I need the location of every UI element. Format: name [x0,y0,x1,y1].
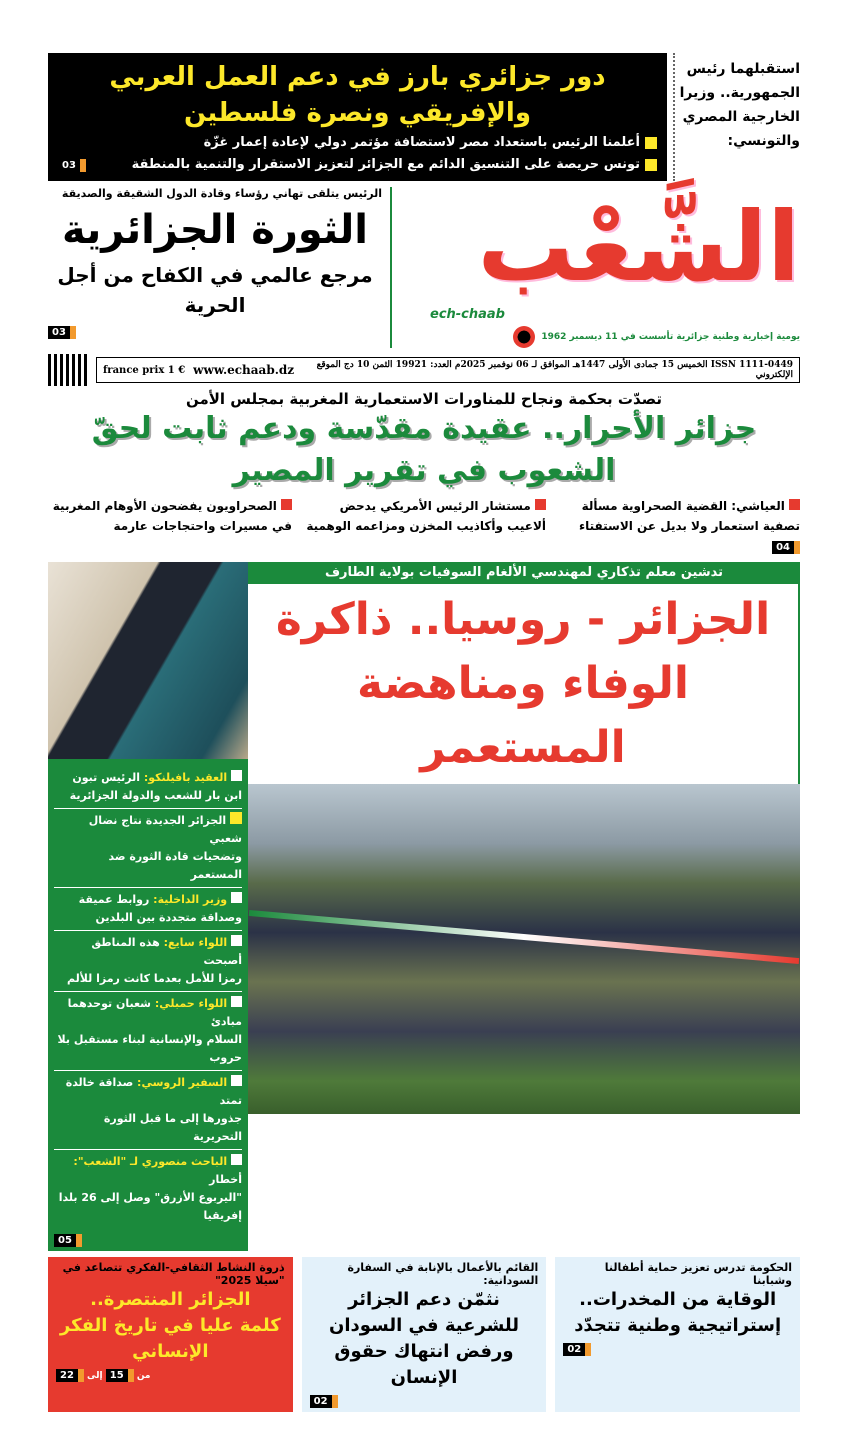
lead-briefs [48,496,800,556]
page-ref: 05 [54,1234,82,1247]
masthead-row [48,187,800,348]
feature-main [248,562,800,1251]
top-story-box [48,53,667,181]
info-bar [96,357,800,383]
bullet-icon [281,499,292,510]
logo-latin: ech-chaab [430,307,505,322]
ribbon-flag-stripe [249,910,799,964]
bullet-icon [230,812,242,824]
page-ref: 22 [56,1369,84,1382]
bottom-story[interactable]: ذروة النشاط الثقافي-الفكري تتصاعد في "سيلا 2025" الجزائر المنتصرة.. كلمة عليا في تاريخ الفكر الإنساني من 15 إلى 22 [48,1257,293,1412]
bullet-icon [231,935,242,946]
bottom-story[interactable]: القائم بالأعمال بالإنابة في السفارة السودانية: نثمّن دعم الجزائر للشرعية في السودان ورفض انتهاك حقوق الإنسان 02 [302,1257,547,1412]
brief-item[interactable]: العياشي: القضية الصحراوية مسألة تصفية استعمار ولا بديل عن الاستفتاء 04 [578,499,800,553]
sidebar-item[interactable]: العقيد بافيلنكو: الرئيس تبون ابن بار للشعب والدولة الجزائرية [69,771,242,802]
bullet-icon [645,137,657,149]
top-row [48,53,800,181]
tagline: يومية إخبارية وطنية جزائرية تأسست في 11 ديسمبر 1962 [541,332,800,342]
page-ref: 02 [563,1343,591,1356]
bullet-icon [231,892,242,903]
top-side-kicker: استقبلهما رئيس الجمهورية.. وزيرا الخارجية المصري والتونسي: [673,53,800,181]
brief-item[interactable]: الصحراويون يفضحون الأوهام المغربية في مسيرات واحتجاجات عارمة [52,499,292,533]
logo-arabic: الشَّعْب [477,191,800,303]
page-ref: 04 [772,541,800,554]
left-kicker: الرئيس يتلقى تهاني رؤساء وقادة الدول الشقيقة والصديقة [61,187,382,200]
info-row [48,354,800,386]
globe-emblem-icon [513,326,535,348]
page-ref: 03 [48,326,76,339]
feature-left-column [48,562,248,1251]
lead-headline: جزائر الأحرار.. عقيدة مقدّسة ودعم ثابت لحقّ الشعوب في تقرير المصير [91,411,757,488]
sidebar-item[interactable]: اللواء سايع: هذه المناطق أصبحت رمزا للأمل بعدما كانت رمزا للألم [54,930,242,988]
sidebar-item[interactable]: اللواء حمبلي: شعبان توحدهما مبادئ السلام والإنسانية لبناء مستقبل بلا حروب [54,991,242,1067]
sidebar-item[interactable]: السفير الروسي: صداقة خالدة تمتد جذورها إلى ما قبل الثورة التحريرية [54,1070,242,1146]
website-link[interactable]: www.echaab.dz [193,363,295,377]
feature-section [48,562,800,1251]
feature-sidebar [48,759,248,1251]
bullet-icon [535,499,546,510]
bottom-story[interactable]: الحكومة تدرس تعزيز حماية أطفالنا وشبابنا الوقاية من المخدرات.. إستراتيجية وطنية تتجدّد 02 [555,1257,800,1412]
top-headline: دور جزائري بارز في دعم العمل العربي والإفريقي ونصرة فلسطين [109,62,606,128]
left-title: الثورة الجزائرية [61,207,369,253]
feature-headline: الجزائر - روسيا.. ذاكرة الوفاء ومناهضة المستعمر [248,584,800,784]
bullet-icon [231,1154,242,1165]
sidebar-item[interactable]: الجزائر الجديدة نتاج نضال شعبي وتضحيات قادة الثورة ضد المستعمر [54,808,242,884]
masthead-logo [400,187,800,348]
feature-band: تدشين معلم تذكاري لمهندسي الألغام السوفيات بولاية الطارف [248,562,800,584]
page-ref: 15 [106,1369,134,1382]
bullet-icon [231,770,242,781]
photo-president-handshake [48,562,248,759]
top-bullet: أعلمنا الرئيس باستعداد مصر لاستضافة مؤتمر دولي لإعادة إعمار غزّة [58,133,657,153]
page-ref: 02 [310,1395,338,1408]
bullet-icon [231,996,242,1007]
bullet-icon [789,499,800,510]
page-ref: 03 [58,159,86,172]
france-price: france prix 1 € [103,364,186,376]
photo-ribbon-cutting-ceremony [248,784,800,1114]
qr-code-icon [48,354,90,386]
bullet-icon [231,1075,242,1086]
top-bullet: تونس حريصة على التنسيق الدائم مع الجزائر لتعزيز الاستقرار والتنمية بالمنطقة 03 [58,155,657,175]
sidebar-item[interactable]: وزير الداخلية: روابط عميقة وصداقة متجددة بين البلدين [54,887,242,927]
brief-item[interactable]: مستشار الرئيس الأمريكي يدحض ألاعيب وأكاذيب المخزن ومزاعمه الوهمية [306,499,546,533]
issue-meta: ISSN 1111-0449 الخميس 15 جمادى الأولى 1447هـ الموافق لـ 06 نوفمبر 2025م العدد: 19921 الثمن 10 دج الموقع الإلكتروني [316,360,793,380]
lead-kicker: تصدّت بحكمة ونجاح للمناورات الاستعمارية المغربية بمجلس الأمن [185,390,663,408]
tagline-row [400,326,800,348]
bullet-icon [645,159,657,171]
left-subtitle: مرجع عالمي في الكفاح من أجل الحرية [57,263,373,317]
sidebar-item[interactable]: الباحث منصوري لـ "الشعب": أخطار "اليربوع الأزرق" وصل إلى 26 بلدا إفريقيا [54,1149,242,1225]
left-headline-block [48,187,392,348]
bottom-row [48,1257,800,1412]
